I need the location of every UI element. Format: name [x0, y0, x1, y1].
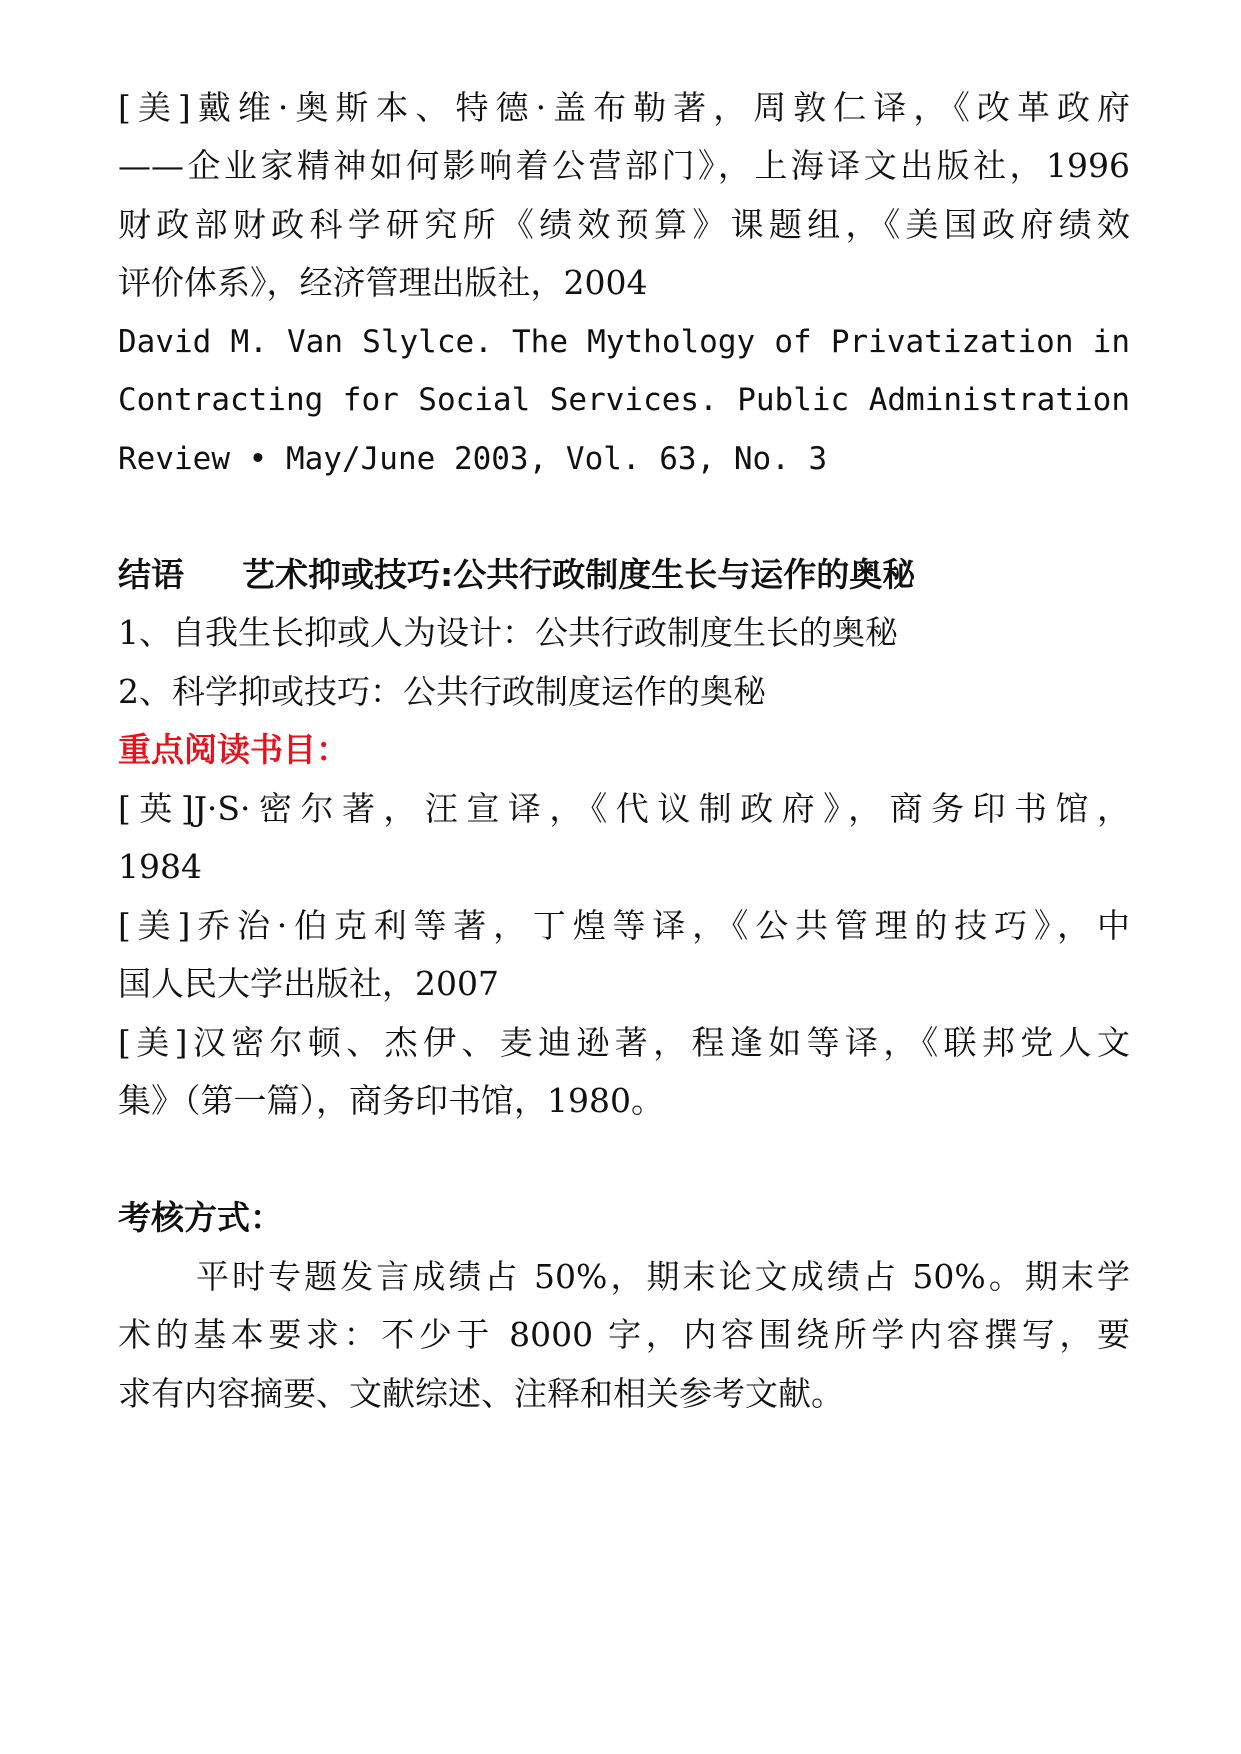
reference-line: ——企业家精神如何影响着公营部门》，上海译文出版社，1996	[118, 146, 1130, 185]
conclusion-item: 2、科学抑或技巧：公共行政制度运作的奥秘	[118, 672, 766, 711]
reference-line: 财政部财政科学研究所《绩效预算》课题组，《美国政府绩效	[118, 205, 1130, 244]
assessment-heading: 考核方式：	[118, 1198, 283, 1237]
assessment-line: 求有内容摘要、文献综述、注释和相关参考文献。	[118, 1374, 844, 1413]
english-reference-line: Contracting for Social Services. Public Administration	[118, 382, 1130, 418]
key-reading-line: [美]汉密尔顿、杰伊、麦迪逊著，程逢如等译，《联邦党人文	[118, 1023, 1130, 1062]
conclusion-title: 艺术抑或技巧:公共行政制度生长与运作的奥秘	[242, 555, 916, 594]
conclusion-item: 1、自我生长抑或人为设计：公共行政制度生长的奥秘	[118, 613, 898, 652]
english-reference-line: Review • May/June 2003, Vol. 63, No. 3	[118, 441, 828, 477]
key-reading-line: [英]J·S·密尔著，汪宣译，《代议制政府》，商务印书馆，	[118, 789, 1130, 828]
reference-line: 评价体系》，经济管理出版社，2004	[118, 263, 648, 302]
key-reading-line: 1984	[118, 847, 202, 886]
assessment-line: 术的基本要求：不少于 8000 字，内容围绕所学内容撰写，要	[118, 1315, 1130, 1354]
conclusion-label: 结语	[118, 555, 184, 594]
key-reading-line: [美]乔治·伯克利等著，丁煌等译，《公共管理的技巧》，中	[118, 906, 1130, 945]
key-reading-line: 国人民大学出版社，2007	[118, 964, 499, 1003]
assessment-line: 平时专题发言成绩占 50%，期末论文成绩占 50%。期末学	[196, 1257, 1130, 1296]
reference-line: [美]戴维·奥斯本、特德·盖布勒著，周敦仁译，《改革政府	[118, 88, 1130, 127]
conclusion-heading	[118, 553, 1130, 597]
english-reference-line: David M. Van Slylce. The Mythology of Privatization in	[118, 324, 1130, 360]
key-reading-line: 集》（第一篇），商务印书馆，1980。	[118, 1081, 664, 1120]
key-reading-heading: 重点阅读书目：	[118, 730, 349, 769]
